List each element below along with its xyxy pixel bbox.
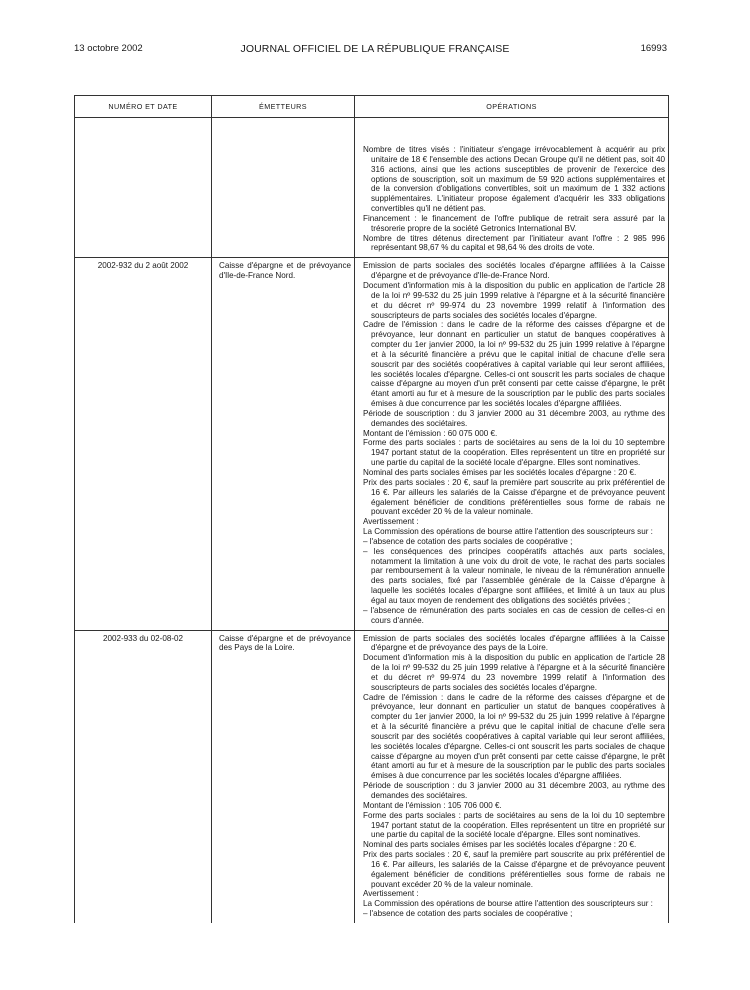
operation-paragraph: Nombre de titres visés : l'initiateur s'engage irrévocablement à acquérir au prix unitaire de 18 € l'ensemble des actions Decan Groupe qu'il ne détient pas, soit 40 316 actions, ainsi que les actions susceptibles de provenir de l'exercice des options de souscription, soit un maximum de 59 920 actions supplémentaires et de la conversion d'obligations convertibles, soit un maximum de 1 332 actions supplémentaires. L'initiateur propose également d'acquérir les 333 obligations convertibles qu'il ne détient pas.: [363, 145, 665, 214]
operation-paragraph: Nominal des parts sociales émises par les sociétés locales d'épargne : 20 €.: [363, 840, 637, 850]
operation-details: [355, 630, 669, 923]
header-date: 13 octobre 2002: [74, 43, 143, 54]
table-row: [75, 630, 669, 923]
operation-number-date: 2002-932 du 2 août 2002: [75, 258, 212, 630]
operation-details: [355, 142, 669, 258]
operation-paragraph: Emission de parts sociales des sociétés locales d'épargne affiliées à la Caisse d'épargne et de prévoyance des pays de la Loire.: [363, 633, 665, 653]
operation-paragraph: Nombre de titres détenus directement par l'initiateur avant l'offre : 2 985 996 représentant 98,67 % du capital et 98,64 % des droits de vote.: [363, 233, 665, 253]
operation-paragraph: Cadre de l'émission : dans le cadre de la réforme des caisses d'épargne et de prévoyance, leur donnant en particulier un statut de banques coopératives à compter du 1er janvier 2000, la loi nº 99-532 du 25 juin 1999 relative à l'épargne et à la sécurité financière a prévu que le capital initial de chacune d'elle sera souscrit par des sociétés coopératives à capital variable qui leur seront affiliées, les sociétés locales d'épargne. Celles-ci ont souscrit les parts sociales de chaque caisse d'épargne au moyen d'un prêt consenti par cette caisse d'épargne, le prêt étant amorti au fur et à mesure de la souscription par le public des parts sociales émises à due concurrence par les sociétés locales d'épargne affiliées.: [363, 692, 665, 781]
spacer-row: [75, 118, 669, 143]
operation-paragraph: Montant de l'émission : 105 706 000 €.: [363, 800, 502, 810]
page-number: 16993: [640, 43, 667, 54]
operation-paragraph: Période de souscription : du 3 janvier 2000 au 31 décembre 2003, au rythme des demandes des sociétaires.: [363, 781, 665, 800]
operation-paragraph: Forme des parts sociales : parts de sociétaires au sens de la loi du 10 septembre 1947 portant statut de la coopération. Elles représentent un titre en propriété sur une partie du capital de la société locale d'épargne. Elles sont nominatives.: [363, 438, 665, 468]
operation-paragraph: Période de souscription : du 3 janvier 2000 au 31 décembre 2003, au rythme des demandes des sociétaires.: [363, 408, 665, 428]
operation-paragraph: Avertissement :: [363, 517, 419, 527]
operations-table: [74, 95, 669, 923]
operation-paragraph: Document d'information mis à la disposition du public en application de l'article 28 de la loi nº 99-532 du 25 juin 1999 relative à l'épargne et à la sécurité financière et du décret nº 99-974 du 23 novembre 1999 relatif à l'information des souscripteurs de parts sociales des sociétés locales d'épargne.: [363, 653, 665, 692]
operation-paragraph: La Commission des opérations de bourse attire l'attention des souscripteurs sur :: [363, 899, 653, 909]
table-row: [75, 258, 669, 630]
operation-paragraph: La Commission des opérations de bourse attire l'attention des souscripteurs sur :: [363, 527, 653, 537]
warning-bullet: – les conséquences des principes coopératifs attachés aux parts sociales, notamment la limitation à une voix du droit de vote, le rachat des parts sociales par remboursement à la valeur nominale, le niveau de la rémunération annuelle des parts sociales, fixé par l'assemblée générale de la Caisse d'épargne à laquelle les sociétés locales d'épargne sont affiliées, et limité à un taux au plus égal au taux moyen de rendement des obligations des sociétés privées ;: [363, 546, 665, 605]
table-header-row: [75, 96, 669, 118]
operation-paragraph: Forme des parts sociales : parts de sociétaires au sens de la loi du 10 septembre 1947 portant statut de la coopération. Elles représentent un titre en propriété sur une partie du capital de la société locale d'épargne. Elles sont nominatives.: [363, 810, 665, 840]
operation-paragraph: Cadre de l'émission : dans le cadre de la réforme des caisses d'épargne et de prévoyance, leur donnant en particulier un statut de banques coopératives à compter du 1er janvier 2000, la loi nº 99-532 du 25 juin 1999 relative à l'épargne et à la sécurité financière a prévu que le capital initial de chacune d'elle sera souscrit par des sociétés coopératives à capital variable qui leur seront affiliées, les sociétés locales d'épargne. Celles-ci ont souscrit les parts sociales de chaque caisse d'épargne au moyen d'un prêt consenti par cette caisse d'épargne, le prêt étant amorti au fur et à mesure de la souscription par le public des parts sociales émises à due concurrence par les sociétés locales d'épargne affiliées.: [363, 320, 665, 409]
operation-paragraph: Document d'information mis à la disposition du public en application de l'article 28 de la loi nº 99-532 du 25 juin 1999 relative à l'épargne et à la sécurité financière et du décret nº 99-974 du 23 novembre 1999 relatif à l'information des souscripteurs de parts sociales des sociétés locales d'épargne.: [363, 280, 665, 320]
column-header-issuer: ÉMETTEURS: [212, 96, 355, 118]
operation-paragraph: Emission de parts sociales des sociétés locales d'épargne affiliées à la Caisse d'épargne et de prévoyance d'Ile-de-France Nord.: [363, 261, 665, 281]
journal-title: JOURNAL OFFICIEL DE LA RÉPUBLIQUE FRANÇAISE: [240, 43, 510, 55]
operation-number-date: [75, 142, 212, 258]
warning-bullet: – l'absence de rémunération des parts sociales en cas de cession de celles-ci en cours d'année.: [363, 605, 665, 625]
table-row: [75, 142, 669, 258]
issuer-name: Caisse d'épargne et de prévoyance des Pays de la Loire.: [212, 630, 355, 923]
operation-details: [355, 258, 669, 630]
issuer-name: Caisse d'épargne et de prévoyance d'Ile-de-France Nord.: [212, 258, 355, 630]
operation-paragraph: Financement : le financement de l'offre publique de retrait sera assuré par la trésorerie propre de la société Getronics International BV.: [363, 213, 665, 233]
column-header-number-date: NUMÉRO ET DATE: [75, 96, 212, 118]
operation-paragraph: Prix des parts sociales : 20 €, sauf la première part souscrite au prix préférentiel de 16 €. Par ailleurs, les salariés de la Caisse d'épargne et de prévoyance peuvent également bénéficier de conditions préférentielles sous forme de rabais ne pouvant excéder 20 % de la valeur nominale.: [363, 850, 665, 889]
operation-paragraph: Avertissement :: [363, 889, 419, 899]
operation-paragraph: Montant de l'émission : 60 075 000 €.: [363, 428, 498, 438]
operation-paragraph: Prix des parts sociales : 20 €, sauf la première part souscrite au prix préférentiel de 16 €. Par ailleurs les salariés de la Caisse d'épargne et de prévoyance peuvent également bénéficier de conditions préférentielles sous forme de rabais ne pouvant excéder 20 % de la valeur nominale.: [363, 477, 665, 517]
warning-bullet: – l'absence de cotation des parts sociales de coopérative ;: [363, 909, 573, 919]
column-header-operations: OPÉRATIONS: [355, 96, 669, 118]
operation-number-date: 2002-933 du 02-08-02: [75, 630, 212, 923]
issuer-name: [212, 142, 355, 258]
operation-paragraph: Nominal des parts sociales émises par les sociétés locales d'épargne : 20 €.: [363, 468, 637, 477]
warning-bullet: – l'absence de cotation des parts sociales de coopérative ;: [363, 536, 573, 546]
